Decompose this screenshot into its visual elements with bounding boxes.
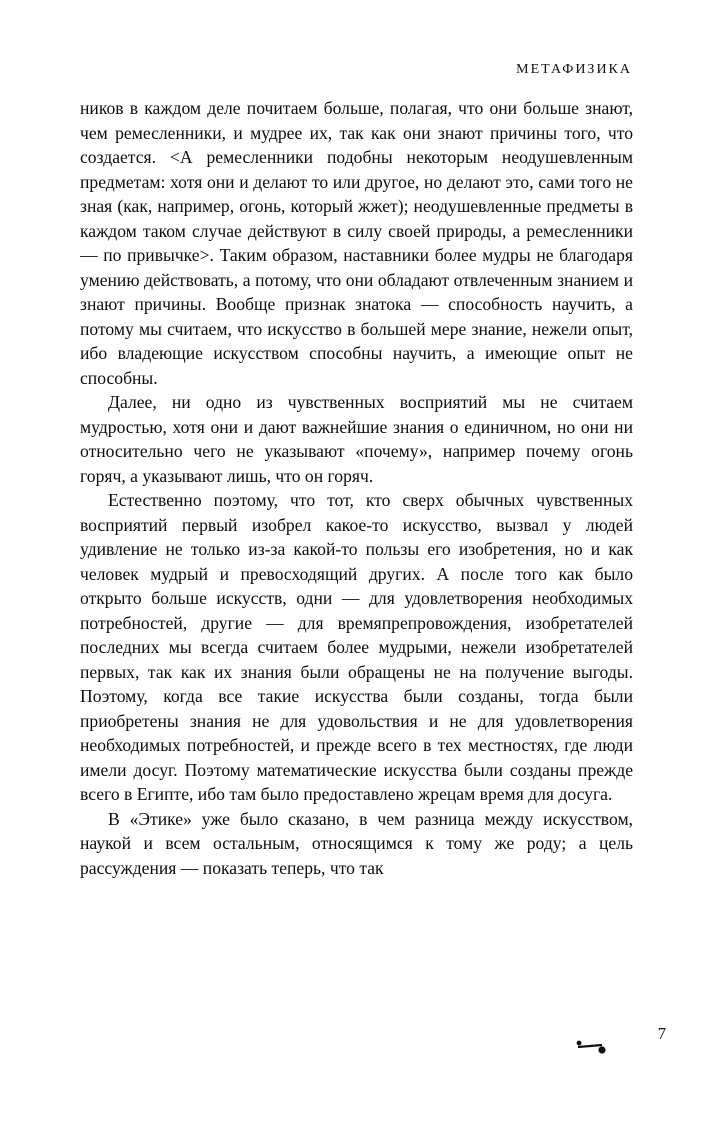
running-header: МЕТАФИЗИКА (516, 62, 632, 77)
paragraph: В «Этике» уже было сказано, в чем разница между искусством, наукой и всем остальным, относящимся к тому же роду; а цель рассуждения — показать теперь, что так (80, 808, 633, 878)
paragraph: Далее, ни одно из чувственных восприятий мы не считаем мудростью, хотя они и дают важнейшие знания о единичном, но они ни относительно чего не указывают «почему», например почему огонь горяч, а указывают лишь, что он горяч. (80, 392, 633, 486)
paragraph: ников в каждом деле почитаем больше, полагая, что они больше знают, чем ремесленники, и мудрее их, так как они знают причины того, что создается. <А ремесленники подобны некоторым неодушевленным предметам: хотя они и делают то или другое, но делают это, сами того не зная (как, например, огонь, который жжет); неодушевленные предметы в каждом таком случае действуют в силу своей природы, а ремесленники — по привычке>. Таким образом, наставники более мудры не благодаря умению действовать, а потому, что они обладают отвлеченным знанием и знают причины. Вообще признак знатока — способность научить, а потому мы считаем, что искусство в большей мере знание, нежели опыт, ибо владеющие искусством способны научить, а имеющие опыт не способны. (80, 98, 633, 388)
page-number: 7 (657, 1024, 666, 1043)
page-footer (80, 1024, 666, 1064)
paragraph: Естественно поэтому, что тот, кто сверх обычных чувственных восприятий первый изобрел какое-то искусство, вызвал у людей удивление не только из-за какой-то пользы его изобретения, но и как человек мудрый и превосходящий других. А после того как было открыто больше искусств, одни — для удовлетворения необходимых потребностей, другие — для времяпрепровождения, изобретателей последних мы всегда считаем более мудрыми, нежели изобретателей первых, так как их знания были обращены не на получение выгоды. Поэтому, когда все такие искусства были созданы, тогда были приобретены знания не для удовольствия и не для удовлетворения необходимых потребностей, и прежде всего в тех местностях, где люди имели досуг. Поэтому математические искусства были созданы прежде всего в Египте, ибо там было предоставлено жрецам время для досуга. (80, 490, 633, 804)
body-text (80, 96, 633, 880)
footer-ornament-icon (574, 1038, 608, 1056)
